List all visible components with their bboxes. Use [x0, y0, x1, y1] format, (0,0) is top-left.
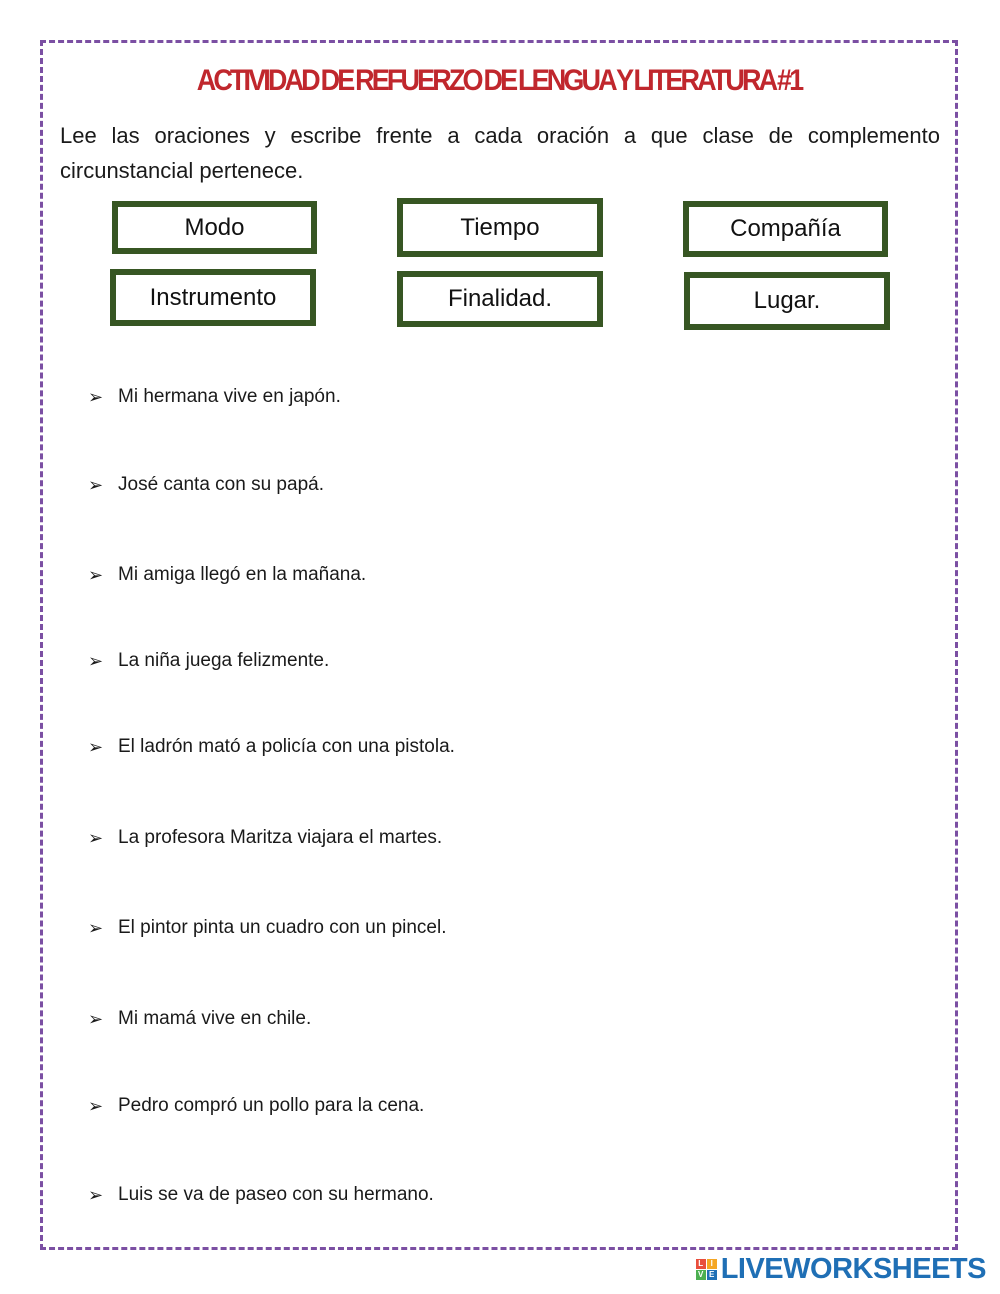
sentence-text: Mi mamá vive en chile.	[118, 1008, 312, 1029]
sentence-text: La profesora Maritza viajara el martes.	[118, 827, 443, 848]
arrow-bullet-icon: ➢	[88, 564, 104, 585]
category-box-modo: Modo	[112, 201, 317, 254]
category-box-compania: Compañía	[683, 201, 888, 257]
arrow-bullet-icon: ➢	[88, 1095, 104, 1116]
sentence-text: Luis se va de paseo con su hermano.	[118, 1184, 434, 1205]
sentence-item	[88, 386, 341, 408]
brand-name: LIVEWORKSHEETS	[720, 1253, 986, 1285]
category-box-tiempo: Tiempo	[397, 198, 603, 257]
sentence-text: José canta con su papá.	[118, 474, 324, 495]
arrow-bullet-icon: ➢	[88, 650, 104, 671]
liveworksheets-logo	[696, 1253, 986, 1286]
sentence-text: El pintor pinta un cuadro con un pincel.	[118, 917, 447, 938]
sentence-item	[88, 827, 442, 849]
arrow-bullet-icon: ➢	[88, 827, 104, 848]
sentence-item	[88, 1095, 424, 1117]
arrow-bullet-icon: ➢	[88, 1184, 104, 1205]
arrow-bullet-icon: ➢	[88, 917, 104, 938]
sentence-text: El ladrón mató a policía con una pistola.	[118, 736, 455, 757]
sentence-text: La niña juega felizmente.	[118, 650, 330, 671]
arrow-bullet-icon: ➢	[88, 474, 104, 495]
arrow-bullet-icon: ➢	[88, 736, 104, 757]
sentence-text: Mi amiga llegó en la mañana.	[118, 564, 367, 585]
sentence-item	[88, 1184, 434, 1206]
sentence-item	[88, 1008, 311, 1030]
liveworksheets-logo-icon: L I V E	[696, 1259, 717, 1280]
sentence-text: Mi hermana vive en japón.	[118, 386, 341, 407]
sentence-item	[88, 736, 455, 758]
sentence-text: Pedro compró un pollo para la cena.	[118, 1095, 425, 1116]
category-box-finalidad: Finalidad.	[397, 271, 603, 327]
instructions-text: Lee las oraciones y escribe frente a cada oración a que clase de complemento circunstancial pertenece.	[60, 123, 940, 183]
sentence-item	[88, 564, 366, 586]
sentence-item	[88, 650, 329, 672]
sentence-item	[88, 474, 324, 496]
sentence-item	[88, 917, 447, 939]
arrow-bullet-icon: ➢	[88, 1008, 104, 1029]
page-title: ACTIVIDAD DE REFUERZO DE LENGUA Y LITERATURA #1	[196, 64, 802, 97]
category-box-lugar: Lugar.	[684, 272, 890, 330]
arrow-bullet-icon: ➢	[88, 386, 104, 407]
category-box-instrumento: Instrumento	[110, 269, 316, 326]
